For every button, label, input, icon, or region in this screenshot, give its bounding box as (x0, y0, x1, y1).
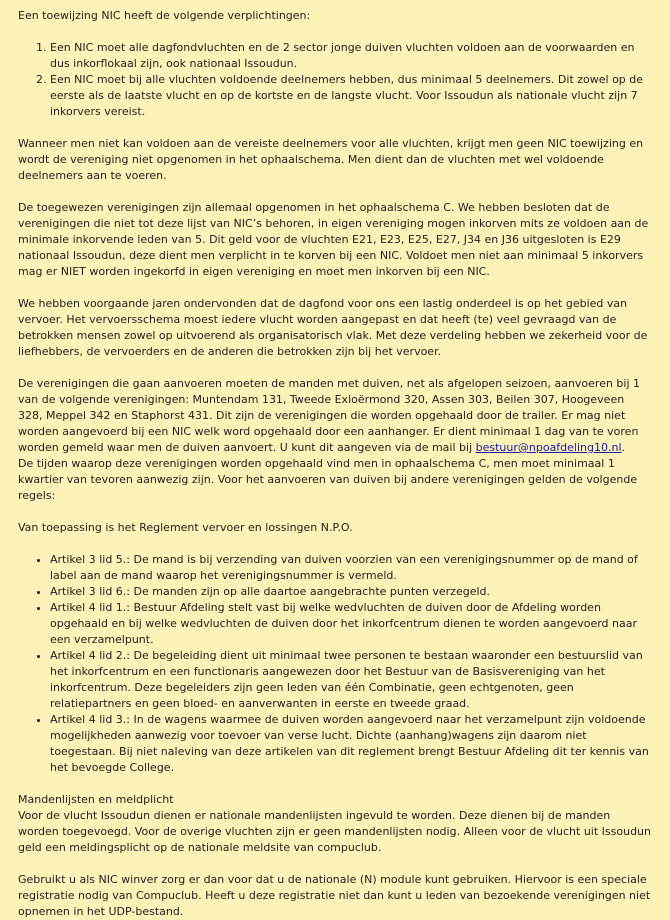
section-heading: Mandenlijsten en meldplicht (18, 793, 174, 806)
delivery-text: De verenigingen die gaan aanvoeren moeten de manden met duiven, net als afgelopen seizoen, aanvoeren bij 1 van de volgende verenigingen: Muntendam 131, Tweede Exloërmond 320, Assen 303, Beilen 307, Hoogeveen 328, Meppel 342 en Staphorst 431. Dit zijn de verenigingen die worden opgehaald door de trailer. Er mag niet worden aangevoerd bij een NIC welk word opgehaald door een aanhanger. Er dient minimaal 1 dag van te voren worden gemeld waar men de duiven aanvoert. U kunt dit aangeven via de mail bij (18, 377, 641, 454)
delivery-end: . (621, 441, 626, 454)
articles-list (18, 552, 652, 776)
paragraph-regulation: Van toepassing is het Reglement vervoer en lossingen N.P.O. (18, 521, 353, 534)
list-item: • Artikel 4 lid 1.: Bestuur Afdeling stelt vast bij welke wedvluchten de duiven door de Afdeling worden opgehaald en bij welke wedvluchten de duiven door het inkorfcentrum dienen te worden aangevoerd naar een verzamelpunt. (50, 600, 652, 648)
list-item: • Artikel 4 lid 3.: In de wagens waarmee de duiven worden aangevoerd naar het verzamelpunt zijn voldoende mogelijkheden aanwezig voor toevoer van verse lucht. Dichte (aanhang)wagens zijn daarom niet toegestaan. Bij niet naleving van deze artikelen van dit reglement brengt Bestuur Afdeling dit ter kennis van het bevoegde College. (50, 712, 652, 776)
list-item: • Artikel 4 lid 2.: De begeleiding dient uit minimaal twee personen te bestaan waaronder een bestuurslid van het inkorfcentrum en een functionaris aangewezen door het Bestuur van de Basisvereniging van het inkorfcentrum. Deze begeleiders zijn geen leden van één Combinatie, geen echtgenoten, geen relatiepartners en geen bloed- en aanverwanten in eerste en tweede graad. (50, 648, 652, 712)
paragraph-transport: We hebben voorgaande jaren ondervonden dat de dagfond voor ons een lastig onderdeel is op het gebied van vervoer. Het vervoersschema moest iedere vlucht worden aangepast en dat heeft (te) veel gevraagd van de betrokken mensen zowel op uitvoerend als organisatorisch vlak. Met deze verdeling hebben we zekerheid voor de liefhebbers, de vervoerders en de anderen die betrokken zijn bij het vervoer. (18, 297, 648, 358)
obligations-list (18, 40, 652, 120)
list-item: 1. Een NIC moet alle dagfondvluchten en de 2 sector jonge duiven vluchten voldoen aan de voorwaarden en dus inkorflokaal zijn, ook nationaal Issoudun. (50, 40, 652, 72)
paragraph-basket-lists: Voor de vlucht Issoudun dienen er nationale mandenlijsten ingevuld te worden. Deze dienen bij de manden worden toegevoegd. Voor de overige vluchten zijn er geen mandenlijsten nodig. Alleen voor de vlucht uit Issoudun geld een meldingsplicht op de nationale meldsite van compuclub. (18, 809, 651, 854)
paragraph-pickup-times: De tijden waarop deze verenigingen worden opgehaald vind men in ophaalschema C, men moet minimaal 1 kwartier van tevoren aanwezig zijn. Voor het aanvoeren van duiven bij andere verenigingen gelden de volgende regels: (18, 457, 638, 502)
email-link[interactable]: bestuur@npoafdeling10.nl (475, 441, 622, 454)
paragraph-assigned-clubs: De toegewezen verenigingen zijn allemaal opgenomen in het ophaalschema C. We hebben besloten dat de verenigingen die niet tot deze lijst van NIC’s behoren, in eigen vereniging mogen inkorven mits ze voldoen aan de minimale inkorvende leden van 5. Dit geld voor de vluchten E21, E23, E25, E27, J34 en J36 uitgesloten is E29 nationaal Issoudun, deze dient men verplicht in te korven bij een NIC. Voldoet men niet aan minimaal 5 inkorvers mag er NIET worden ingekorfd in eigen vereniging en moet men inkorven bij een NIC. (18, 201, 649, 278)
paragraph-delivery (18, 376, 652, 456)
paragraph-requirements: Wanneer men niet kan voldoen aan de vereiste deelnemers voor alle vluchten, krijgt men geen NIC toewijzing en wordt de vereniging niet opgenomen in het ophaalschema. Men dient dan de vluchten met wel voldoende deelnemers aan te voeren. (18, 137, 644, 182)
list-item: • Artikel 3 lid 6.: De manden zijn op alle daartoe aangebrachte punten verzegeld. (50, 584, 652, 600)
list-item: • Artikel 3 lid 5.: De mand is bij verzending van duiven voorzien van een verenigingsnummer op de mand of label aan de mand waarop het verenigingsnummer is vermeld. (50, 552, 652, 584)
list-item: 2. Een NIC moet bij alle vluchten voldoende deelnemers hebben, dus minimaal 5 deelnemers. Dit zowel op de eerste als de laatste vlucht en op de kortste en de langste vlucht. Voor Issoudun als nationale vlucht zijn 7 inkorvers vereist. (50, 72, 652, 120)
paragraph-nic-winner: Gebruikt u als NIC winver zorg er dan voor dat u de nationale (N) module kunt gebruiken. Hiervoor is een speciale registratie nodig van Compuclub. Heeft u deze registratie niet dan kunt u leden van bezoekende verenigingen niet opnemen in het UDP-bestand. (18, 873, 651, 918)
intro-paragraph: Een toewijzing NIC heeft de volgende verplichtingen: (18, 9, 311, 22)
